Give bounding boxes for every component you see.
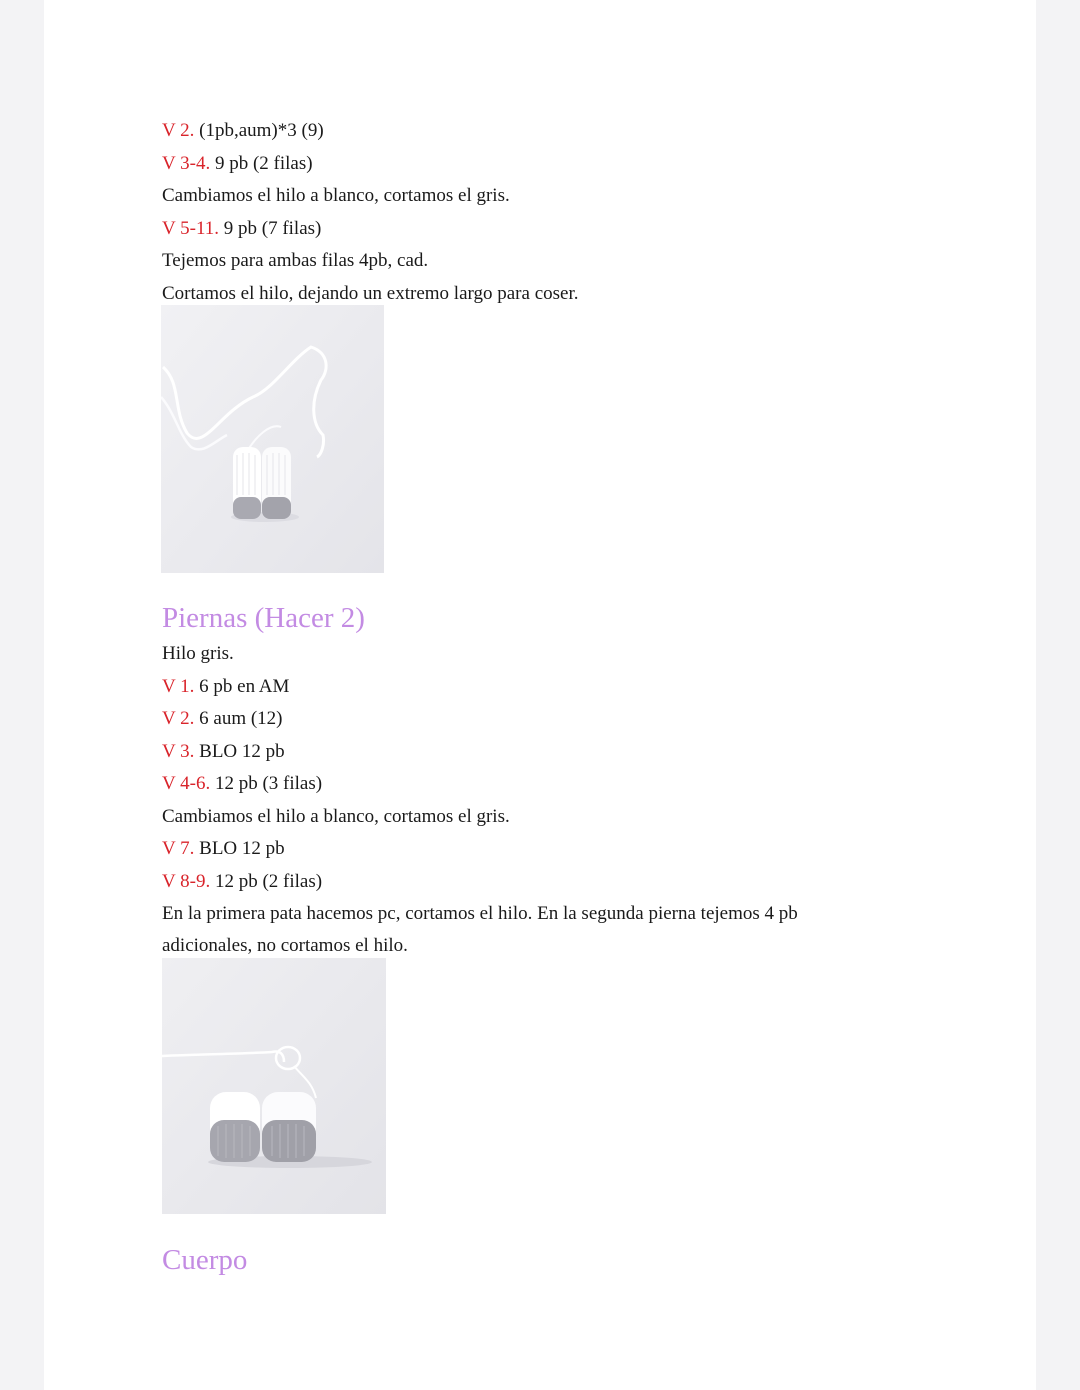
legs-color-change: Cambiamos el hilo a blanco, cortamos el gris. [162, 806, 510, 827]
legs-row-2: V 2. 6 aum (12) [162, 708, 283, 729]
legs-photo [162, 958, 386, 1214]
arm-row-2: V 2. (1pb,aum)*3 (9) [162, 120, 324, 141]
arm-instruction: Tejemos para ambas filas 4pb, cad. [162, 250, 429, 271]
arm-color-change: Cambiamos el hilo a blanco, cortamos el gris. [162, 185, 510, 206]
arm-finish: Cortamos el hilo, dejando un extremo largo para coser. [162, 283, 579, 304]
legs-row-1: V 1. 6 pb en AM [162, 676, 290, 697]
body-heading: Cuerpo [162, 1244, 248, 1276]
arms-photo [161, 305, 384, 573]
legs-row-7: V 7. BLO 12 pb [162, 838, 285, 859]
legs-yarn-note: Hilo gris. [162, 643, 234, 664]
legs-instruction-line-1: En la primera pata hacemos pc, cortamos el hilo. En la segunda pierna tejemos 4 pb [162, 903, 798, 924]
arm-row-3-4: V 3-4. 9 pb (2 filas) [162, 153, 313, 174]
legs-row-4-6: V 4-6. 12 pb (3 filas) [162, 773, 323, 794]
legs-heading: Piernas (Hacer 2) [162, 602, 365, 634]
legs-row-8-9: V 8-9. 12 pb (2 filas) [162, 871, 323, 892]
legs-row-3: V 3. BLO 12 pb [162, 741, 285, 762]
arm-row-5-11: V 5-11. 9 pb (7 filas) [162, 218, 322, 239]
legs-instruction-line-2: adicionales, no cortamos el hilo. [162, 935, 408, 956]
